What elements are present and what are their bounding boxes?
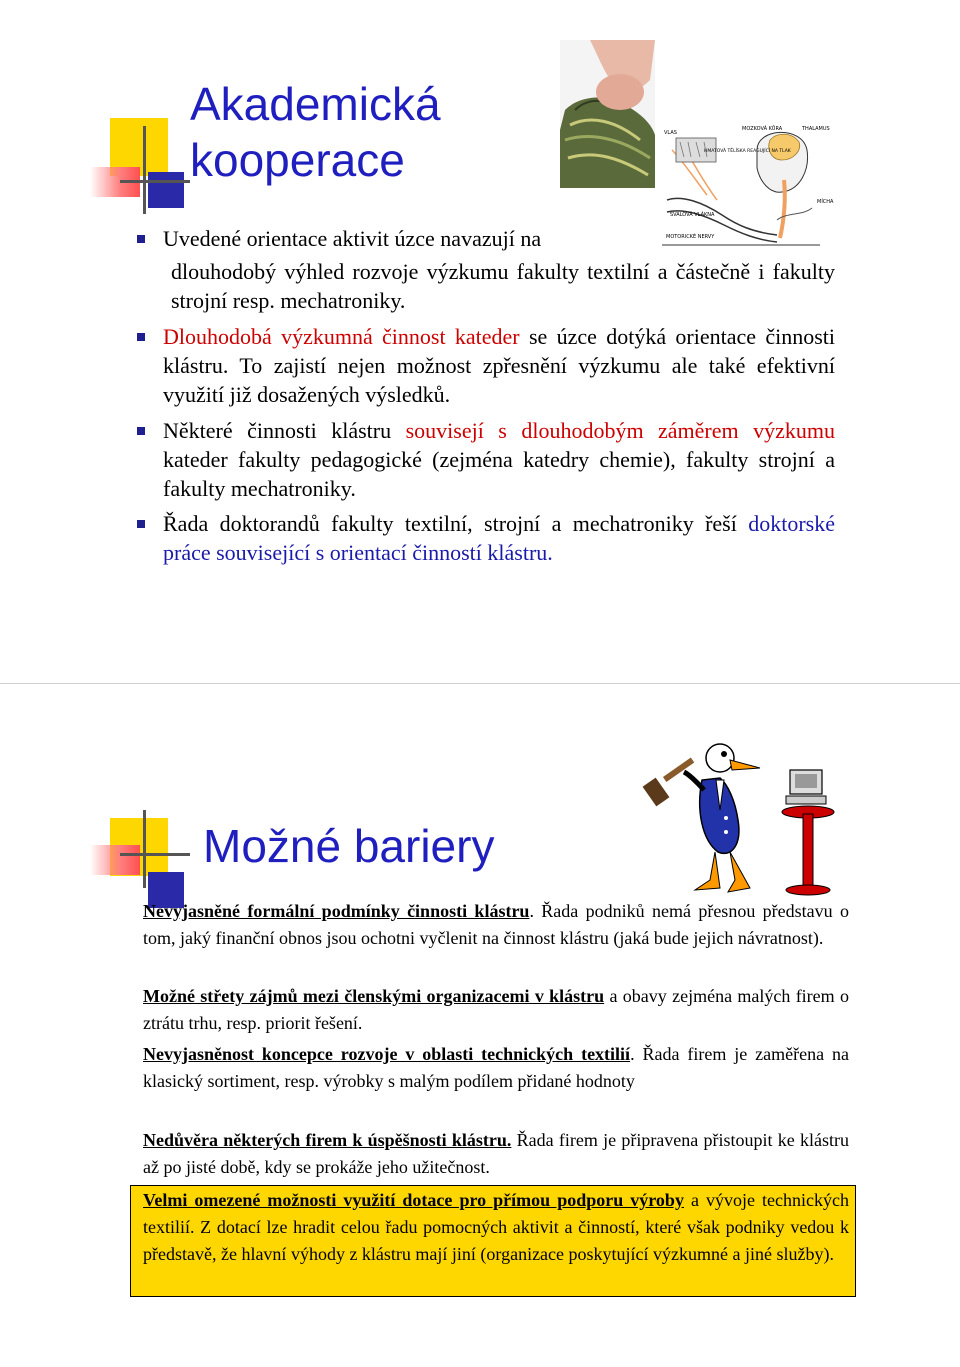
barrier-text: . Řada firem je zaměřena na klasický sortiment, resp. výrobky s malým podílem přidané hodnoty: [143, 1044, 849, 1091]
barrier-paragraph: [143, 1041, 849, 1095]
barrier-text: . Řada podniků nemá přesnou představu o tom, jaký finanční obnos jsou ochotni vyčlenit na činnost klástru (jaká bude jejich návratnost).: [143, 901, 849, 948]
barrier-text: a obavy zejména malých firem o ztrátu trhu, resp. priorit řešení.: [143, 986, 849, 1033]
barrier-heading: Možné střety zájmů mezi členskými organizacemi v klástru: [143, 986, 605, 1006]
bullet-text-highlight: doktorské práce související s orientací činností klástru.: [163, 511, 835, 565]
bullet-text-highlight: souvisejí s dlouhodobým záměrem výzkumu: [405, 418, 835, 443]
bullet-text: kateder fakulty pedagogické (zejména katedry chemie), fakulty strojní a fakulty mechatroniky.: [163, 447, 835, 501]
bullet-text-highlight: Dlouhodobá výzkumná činnost kateder: [163, 324, 520, 349]
bullet-continuation: [163, 257, 835, 315]
barrier-paragraph: [143, 983, 849, 1037]
bullet-text: se úzce dotýká orientace činnosti klástru. To zajistí nejen možnost zpřesnění výzkumu ale také efektivní využití již dosažených výsledků.: [163, 324, 835, 407]
label-svalova: SVALOVÁ VLÁKNA: [670, 212, 715, 218]
label-motoricke: MOTORICKÉ NERVY: [666, 234, 715, 240]
label-mozkova-kura: MOZKOVÁ KŮRA: [742, 126, 783, 132]
barrier-paragraph: [143, 1127, 849, 1181]
title-line-2: kooperace: [190, 134, 405, 186]
barrier-paragraph: [143, 898, 849, 952]
barrier-heading: Nevyjasněné formální podmínky činnosti klástru: [143, 901, 530, 921]
barrier-text: a vývoje technických textilií. Z dotací lze hradit celou řadu pomocných aktivit a činností, které však podniky vedou k představě, že hlavní výhody z klástru mají jiní (organizace poskytující výzkumné a jiné služby).: [143, 1190, 849, 1264]
label-hmatova: HMATOVÁ TĚLÍSKA REAGUJÍCÍ NA TLAK: [704, 149, 791, 154]
vertical-line: [143, 810, 146, 888]
duck-hammer-computer-illustration: [640, 740, 840, 900]
barrier-heading: Nedůvěra některých firem k úspěšnosti klástru.: [143, 1130, 512, 1150]
bullet-marker: [137, 333, 145, 341]
bullet-text: Uvedené orientace aktivit úzce navazují na: [163, 226, 542, 251]
horizontal-line: [120, 853, 190, 856]
barrier-heading: Nevyjasněnost koncepce rozvoje v oblasti technických textilií: [143, 1044, 631, 1064]
bullet-item: [163, 322, 835, 409]
barrier-text: Řada firem je připravena přistoupit ke klástru až po jisté době, kdy se prokáže jeho užitečnost.: [143, 1130, 849, 1177]
slide-akademicka-kooperace: [0, 0, 960, 683]
horizontal-line: [120, 180, 190, 183]
red-gradient-bar: [90, 845, 140, 875]
bullet-text: dlouhodobý výhled rozvoje výzkumu fakulty textilní a částečně i fakulty strojní resp. mechatroniky.: [171, 259, 835, 313]
barrier-heading: Velmi omezené možnosti využití dotace pro přímou podporu výroby: [143, 1190, 684, 1210]
label-vlas: VLAS: [664, 130, 677, 136]
bullet-item: [163, 416, 835, 503]
bullet-marker: [137, 427, 145, 435]
title-line-1: Akademická: [190, 78, 441, 130]
slide-title: [190, 76, 570, 188]
bullet-text: Řada doktorandů fakulty textilní, strojní a mechatroniky řeší: [163, 511, 749, 536]
bullet-marker: [137, 520, 145, 528]
bullet-item: [163, 224, 835, 315]
bullet-item: [163, 509, 835, 567]
label-micha: MÍCHA: [817, 199, 834, 205]
barrier-paragraph-highlighted: [143, 1187, 849, 1268]
blue-square: [148, 172, 184, 208]
slide-title: Možné bariery: [203, 820, 495, 872]
hand-fabric-photo: [560, 40, 655, 188]
label-thalamus: THALAMUS: [802, 126, 830, 132]
bullet-text: Některé činnosti klástru: [163, 418, 406, 443]
vertical-line: [143, 126, 146, 214]
bullet-marker: [137, 235, 145, 243]
